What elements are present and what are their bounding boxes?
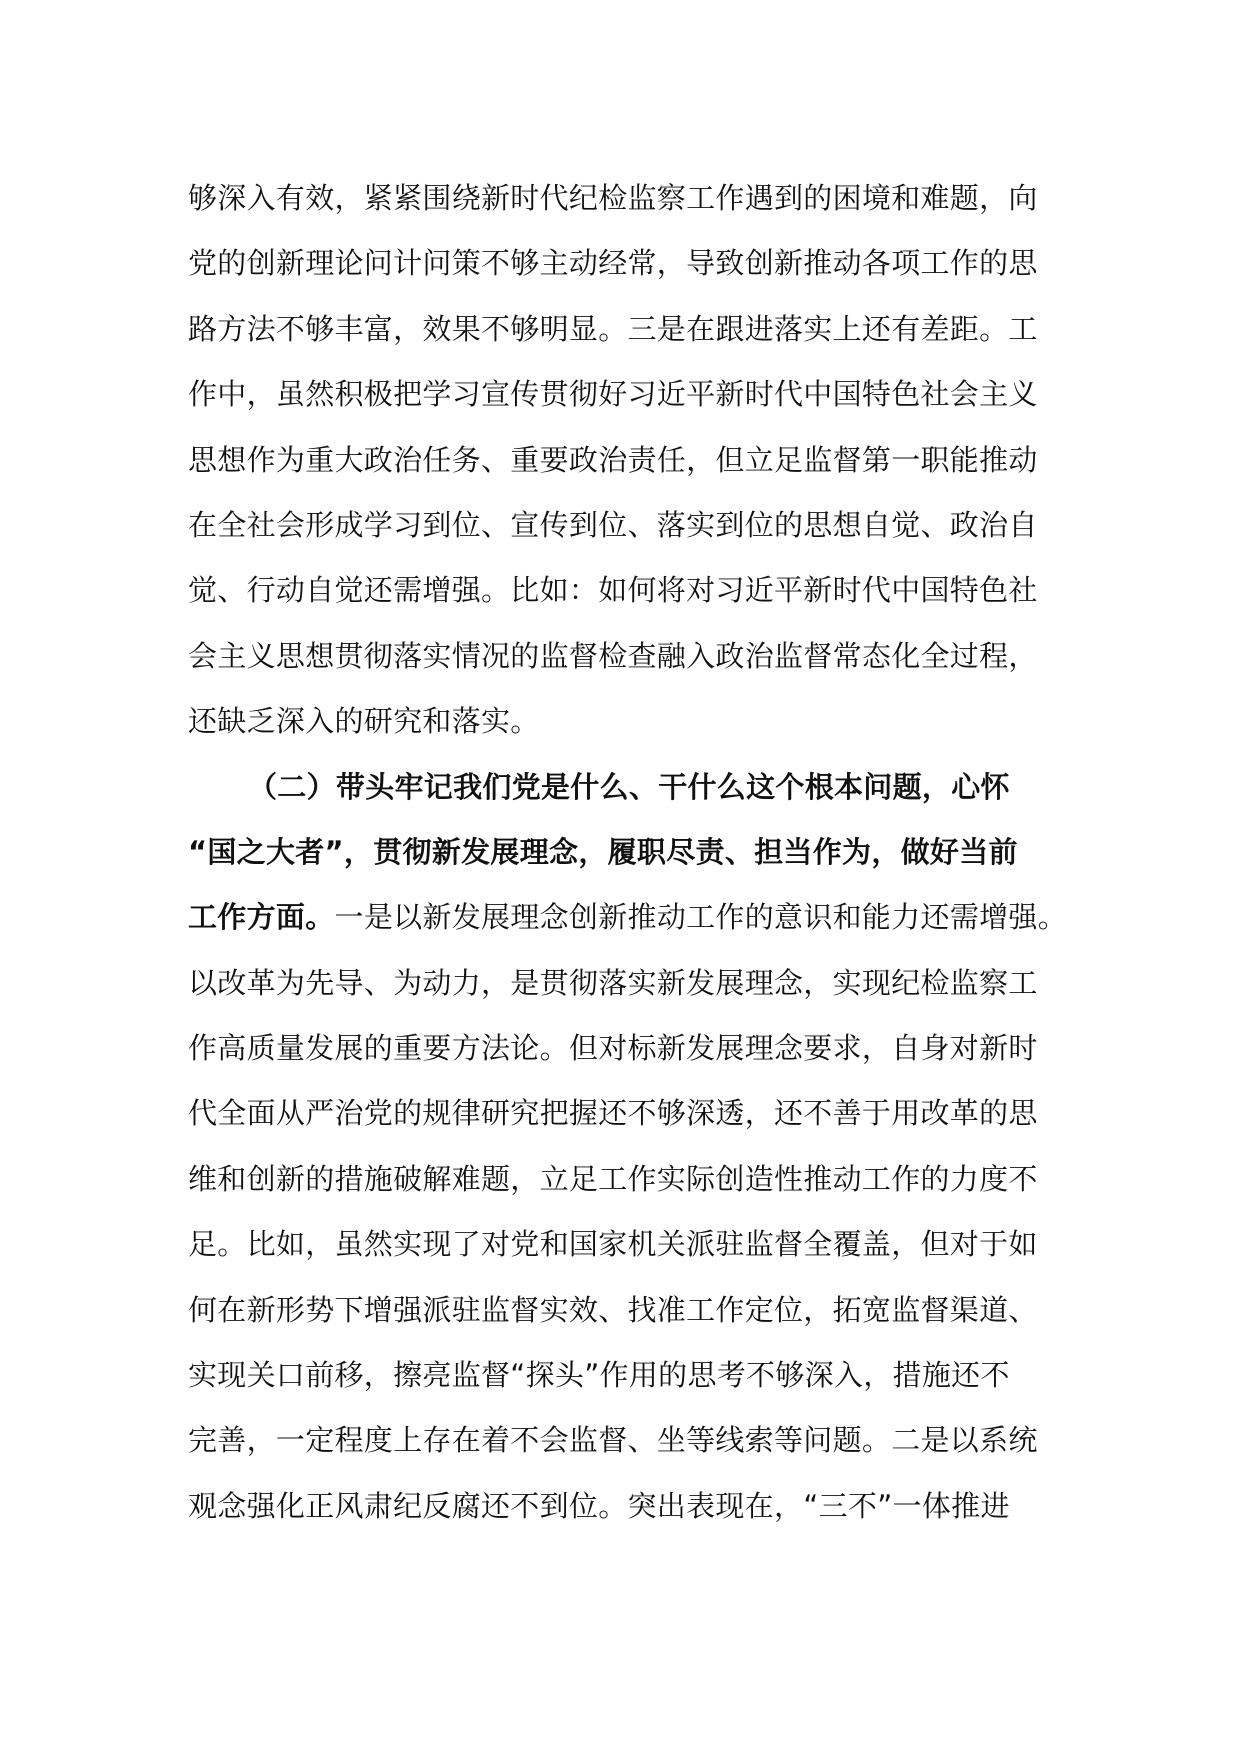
body-line-text: 一是以新发展理念创新推动工作的意识和能力还需增强。 [334,900,1068,935]
body-line: 觉、行动自觉还需增强。比如：如何将对习近平新时代中国特色社 [188,573,1038,608]
document-body [188,166,1068,1539]
body-line: 观念强化正风肃纪反腐还不到位。突出表现在，“三不”一体推进 [188,1488,1010,1523]
body-line: 够深入有效，紧紧围绕新时代纪检监察工作遇到的困境和难题，向 [188,181,1038,215]
body-line: 何在新形势下增强派驻监督实效、找准工作定位，拓宽监督渠道、 [188,1292,1038,1327]
section-heading-line: “国之大者”，贯彻新发展理念，履职尽责、担当作为，做好当前 [188,834,1018,869]
body-line: 作中，虽然积极把学习宣传贯彻好习近平新时代中国特色社会主义 [188,377,1038,412]
body-line: 路方法不够丰富，效果不够明显。三是在跟进落实上还有差距。工 [188,311,1038,346]
body-line: 实现关口前移，擦亮监督“探头”作用的思考不够深入，措施还不 [188,1358,1010,1393]
body-line: 维和创新的措施破解难题，立足工作实际创造性推动工作的力度不 [188,1161,1038,1196]
body-line: 会主义思想贯彻落实情况的监督检查融入政治监督常态化全过程， [188,638,1038,673]
body-line: 作高质量发展的重要方法论。但对标新发展理念要求，自身对新时 [188,1031,1038,1066]
body-line: 还缺乏深入的研究和落实。 [188,704,540,739]
body-line: 代全面从严治党的规律研究把握还不够深透，还不善于用改革的思 [188,1096,1038,1131]
section-heading-end: 工作方面。 [188,900,335,935]
body-line: 以改革为先导、为动力，是贯彻落实新发展理念，实现纪检监察工 [188,965,1038,1000]
body-line: 足。比如，虽然实现了对党和国家机关派驻监督全覆盖，但对于如 [188,1227,1038,1262]
body-line: 在全社会形成学习到位、宣传到位、落实到位的思想自觉、政治自 [188,507,1038,542]
body-line: 完善，一定程度上存在着不会监督、坐等线索等问题。二是以系统 [188,1423,1038,1458]
body-line: 党的创新理论问计问策不够主动经常，导致创新推动各项工作的思 [188,246,1038,281]
body-line: 思想作为重大政治任务、重要政治责任，但立足监督第一职能推动 [188,442,1038,477]
section-heading-line: （二）带头牢记我们党是什么、干什么这个根本问题，心怀 [248,769,1010,804]
body-line [188,885,1068,950]
